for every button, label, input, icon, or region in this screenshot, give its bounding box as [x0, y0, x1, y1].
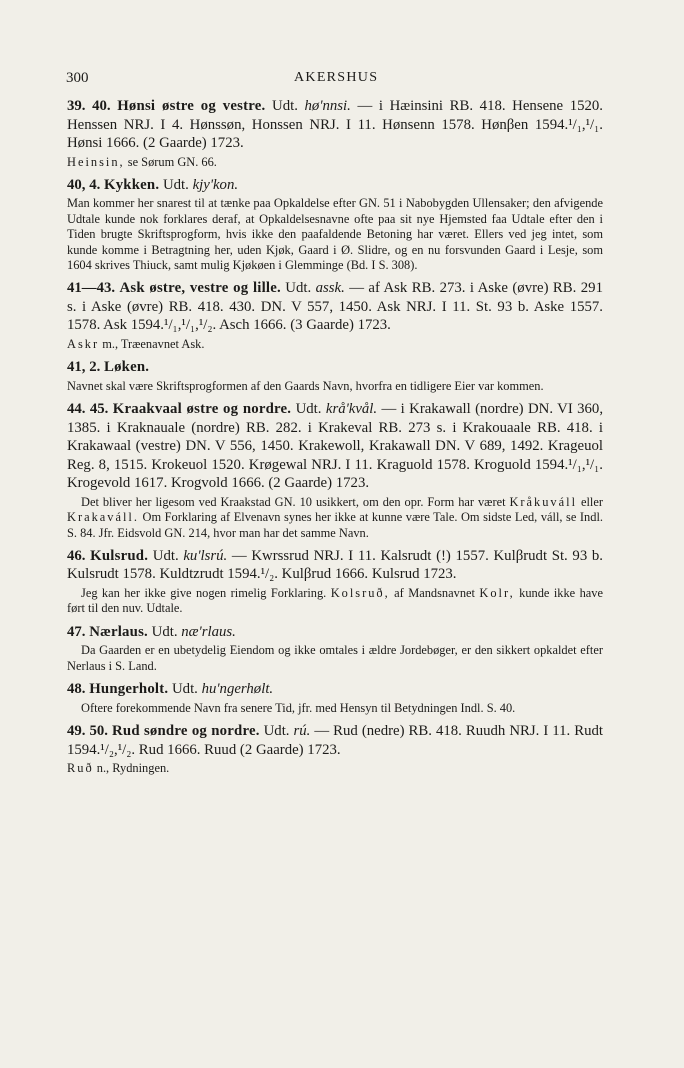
entry-heading	[67, 400, 603, 493]
entry-heading	[67, 722, 603, 759]
entry-kykken	[67, 176, 603, 274]
entry-heading	[67, 623, 603, 642]
note-text: Navnet skal være Skriftsprogformen af den Gaards Navn, hvorfra en tidligere Eier var kommen.	[67, 378, 544, 393]
entry-number: 40, 4.	[67, 176, 101, 193]
note-text: Det bliver her ligesom ved Kraakstad GN. 10 usikkert, om den opr. Form har været	[81, 494, 506, 509]
pronunciation: assk.	[315, 280, 345, 297]
entry-number: 49. 50.	[67, 723, 108, 739]
pronunciation: kjy'kon.	[192, 176, 239, 193]
entry-rud	[67, 722, 603, 776]
entry-title: Løken.	[104, 359, 150, 376]
historical-forms: — af Ask RB. 273. i Aske (øvre) RB. 291 s. i Aske (øvre) RB. 418. 430. DN. V 557, 1450. Ask NRJ. I 11. St. 93 b. Aske 1557. 1578. Ask 1594.¹/₁,¹/₁,¹/₂. Asch 1666. (3 Gaarde) 1723.	[67, 280, 603, 334]
note-text: Man kommer her snarest til at tænke paa Opkaldelse efter GN. 51 i Nabobygden Ullensaker; den afvigende Udtale kunde nok forklares deraf, at Opkaldelsesnavne ofte paa sit nye Hjemsted faa Udtale efter den i Tiden brugte Skriftsprogform, hvis ikke den paafaldende Betoning har været. Ellers ved jeg intet, som kunde komme i Betragtning her, uden Kjøk, Gaard i Ø. Slidre, og en nu forsvunden Gaard i Lesje, som 1604 skrives Thiuck, samt mulig Kjøkøen i Glemminge (Bd. I S. 308).	[67, 196, 603, 273]
entry-heading	[67, 279, 603, 335]
entry-title: Nærlaus.	[89, 623, 148, 640]
note-text: Oftere forekommende Navn fra senere Tid, jfr. med Hensyn til Betydningen Indl. S. 40.	[81, 700, 516, 715]
old-norse-form: Askr	[67, 336, 100, 351]
entry-loken	[67, 358, 603, 394]
entry-hungerholt	[67, 680, 603, 716]
entry-heading	[67, 97, 603, 153]
entry-ask	[67, 279, 603, 352]
note-text: se Sørum GN. 66.	[127, 154, 217, 169]
entry-number: 41, 2.	[67, 359, 101, 376]
note-text: kunde ikke have ført til den nuv. Udtale.	[67, 585, 603, 616]
page-body	[67, 97, 603, 782]
entry-heading	[67, 358, 603, 377]
running-title: AKERSHUS	[294, 70, 379, 85]
pronunciation: ku'lsrú.	[183, 547, 228, 564]
pronunciation: næ'rlaus.	[181, 623, 236, 640]
note-text: Da Gaarden er en ubetydelig Eiendom og ikke omtales i ældre Jordebøger, er den sikkert opkaldet efter Nerlaus i S. Land.	[67, 643, 603, 673]
note-text: n., Rydningen.	[96, 761, 170, 775]
page-number: 300	[66, 70, 89, 86]
note-text: af Mandsnavnet	[394, 585, 475, 600]
entry-number: 44. 45.	[67, 401, 109, 418]
pronunciation-label: Udt.	[295, 401, 322, 418]
entry-title: Kulsrud.	[90, 547, 149, 564]
entry-note	[67, 761, 603, 776]
page-header	[66, 70, 602, 92]
entry-number: 46.	[67, 547, 86, 564]
pronunciation-label: Udt.	[285, 280, 312, 297]
old-norse-form: Ruð	[67, 761, 94, 775]
note-text: eller	[580, 494, 603, 509]
old-norse-form: Kråkuváll	[509, 494, 578, 509]
entry-note	[67, 155, 603, 170]
pronunciation: rú.	[293, 723, 311, 739]
entry-number: 41—43.	[67, 280, 116, 297]
historical-forms: — Rud (nedre) RB. 418. Ruudh NRJ. I 11. Rudt 1594.¹/₂,¹/₂. Rud 1666. Ruud (2 Gaarde) 1723.	[67, 723, 603, 758]
entry-number: 47.	[67, 623, 86, 640]
entry-honsi	[67, 97, 603, 170]
entry-title: Rud søndre og nordre.	[112, 723, 260, 739]
entry-title: Ask østre, vestre og lille.	[119, 280, 281, 297]
entry-heading	[67, 680, 603, 699]
entry-number: 48.	[67, 681, 86, 698]
pronunciation: hø'nnsi.	[304, 98, 351, 114]
entry-title: Hønsi østre og vestre.	[117, 98, 266, 114]
entry-note	[67, 586, 603, 617]
entry-naerlaus	[67, 623, 603, 674]
pronunciation-label: Udt.	[162, 176, 189, 193]
pronunciation: krå'kvål.	[325, 401, 378, 418]
pronunciation-label: Udt.	[151, 623, 178, 640]
entry-kulsrud	[67, 547, 603, 617]
entry-heading	[67, 547, 603, 584]
old-norse-form: Krakaváll.	[67, 510, 139, 525]
note-text: m., Træenavnet Ask.	[102, 336, 205, 351]
pronunciation: hu'ngerhølt.	[201, 681, 274, 698]
old-norse-form: Kolsruð,	[330, 585, 390, 600]
pronunciation-label: Udt.	[171, 681, 198, 698]
historical-forms: — Kwrssrud NRJ. I 11. Kalsrudt (!) 1557. Kulβrudt St. 93 b. Kulsrudt 1578. Kuldtzrudt 1594.¹/₂. Kulβrud 1666. Kulsrud 1723.	[67, 547, 603, 583]
entry-note	[67, 337, 603, 352]
entry-title: Kykken.	[104, 176, 160, 193]
pronunciation-label: Udt.	[263, 723, 290, 739]
pronunciation-label: Udt.	[152, 547, 179, 564]
entry-number: 39. 40.	[67, 98, 111, 114]
pronunciation-label: Udt.	[272, 98, 298, 114]
entry-kraakvaal	[67, 400, 603, 541]
entry-title: Kraakvaal østre og nordre.	[112, 401, 292, 418]
historical-forms: — i Hæinsini RB. 418. Hensene 1520. Henssen NRJ. I 4. Hønssøn, Honssen NRJ. I 11. Hønsenn 1578. Hønβen 1594.¹/₁,¹/₁. Hønsi 1666. (2 Gaarde) 1723.	[67, 98, 604, 151]
entry-title: Hungerholt.	[89, 681, 169, 698]
note-text: Om Forklaring af Elvenavn synes her ikke at kunne være Tale. Om sidste Led, váll, se Indl. S. 84. Jfr. Eidsvold GN. 214, hvor man har det samme Navn.	[67, 510, 603, 540]
old-norse-form: Heinsin,	[67, 154, 125, 169]
old-norse-form: Kolr,	[479, 585, 515, 600]
entry-heading	[67, 176, 603, 195]
historical-forms: — i Krakawall (nordre) DN. VI 360, 1385. i Kraknauale (nordre) RB. 282. i Krakeval RB. 273 s. i Krakouaale RB. 418. i Krakawaal (vestre) DN. V 556, 1450. Krakewoll, Krakawall DN. V 689, 1492. Krageuol Reg. 8, 1515. Krokeuol 1520. Krøgewal NRJ. I 11. Kraguold 1578. Kroguold 1594.¹/₁,¹/₁. Krogevold 1617. Krogvold 1666. (2 Gaarde) 1723.	[67, 401, 604, 492]
entry-note	[67, 495, 603, 541]
note-text: Jeg kan her ikke give nogen rimelig Forklaring.	[81, 585, 327, 600]
